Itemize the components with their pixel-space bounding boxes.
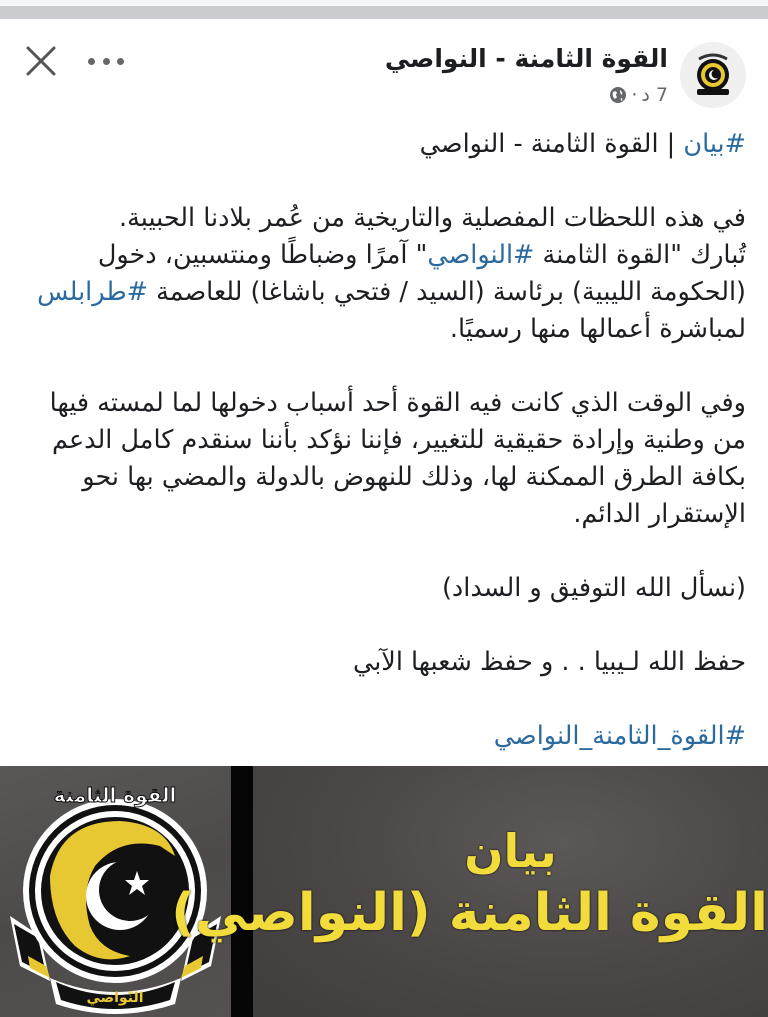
page-avatar[interactable] [680, 42, 746, 108]
page-name-link[interactable]: القوة الثامنة - النواصي [384, 44, 668, 73]
close-button[interactable] [24, 44, 58, 78]
post-text [16, 126, 746, 755]
more-horizontal-icon-dot [117, 58, 124, 65]
close-icon [24, 44, 58, 78]
more-horizontal-icon-dot [103, 58, 110, 65]
paragraph-4: حفظ الله لـيبيا . . و حفظ شعبها الآبي [352, 647, 746, 677]
svg-text:القوة الثامنة: القوة الثامنة [53, 783, 177, 807]
window-top-bar [0, 6, 768, 19]
paragraph-2: وفي الوقت الذي كانت فيه القوة أحد أسباب دخولها لما لمسته فيها من وطنية وإرادة حقيقية للتغيير، فإننا نؤكد بأننا سنقدم كامل الدعم بكافة الطرق الممكنة لها، وذلك للنهوض بالدولة والمضي بها نحو الإستقرار الدائم. [49, 388, 746, 529]
post-timestamp[interactable]: 7 د [641, 84, 668, 106]
footer-hashtag-line [16, 718, 746, 755]
more-options-button[interactable] [88, 52, 124, 70]
post-meta [609, 84, 668, 106]
banner-subtitle: القوة الثامنة (النواصي) [171, 883, 768, 943]
hashtag-link[interactable]: #النواصي [427, 240, 535, 270]
logo-icon [691, 51, 735, 99]
paragraph-3: (نسأل الله التوفيق و السداد) [441, 573, 746, 603]
hashtag-link[interactable]: #القوة_الثامنة_النواصي [493, 721, 746, 751]
hashtag-link[interactable]: #بيان [683, 129, 746, 159]
paragraph-1-text-a: تُبارك "القوة الثامنة [534, 240, 746, 270]
meta-separator: · [631, 84, 638, 106]
paragraph-1-text-c: لمباشرة أعمالها منها رسميًا. [449, 314, 746, 344]
banner-title: بيان [464, 824, 557, 878]
paragraph-1-line-1: في هذه اللحظات المفصلية والتاريخية من عُمر بلادنا الحبيبة. [118, 203, 746, 233]
svg-text:النّواصي: النّواصي [86, 990, 144, 1006]
paragraph-1 [16, 237, 746, 348]
post-headline [16, 126, 746, 163]
headline-text: | القوة الثامنة - النواصي [419, 129, 684, 159]
globe-icon [609, 86, 627, 104]
hashtag-link[interactable]: #طرابلس [37, 277, 148, 307]
paragraph-1-text-b: " آمرًا وضباطًا ومنتسبين، دخول (الحكومة الليبية) برئاسة (السيد / فتحي باشاغا) للعاصمة [97, 240, 746, 307]
more-horizontal-icon-dot [88, 58, 95, 65]
